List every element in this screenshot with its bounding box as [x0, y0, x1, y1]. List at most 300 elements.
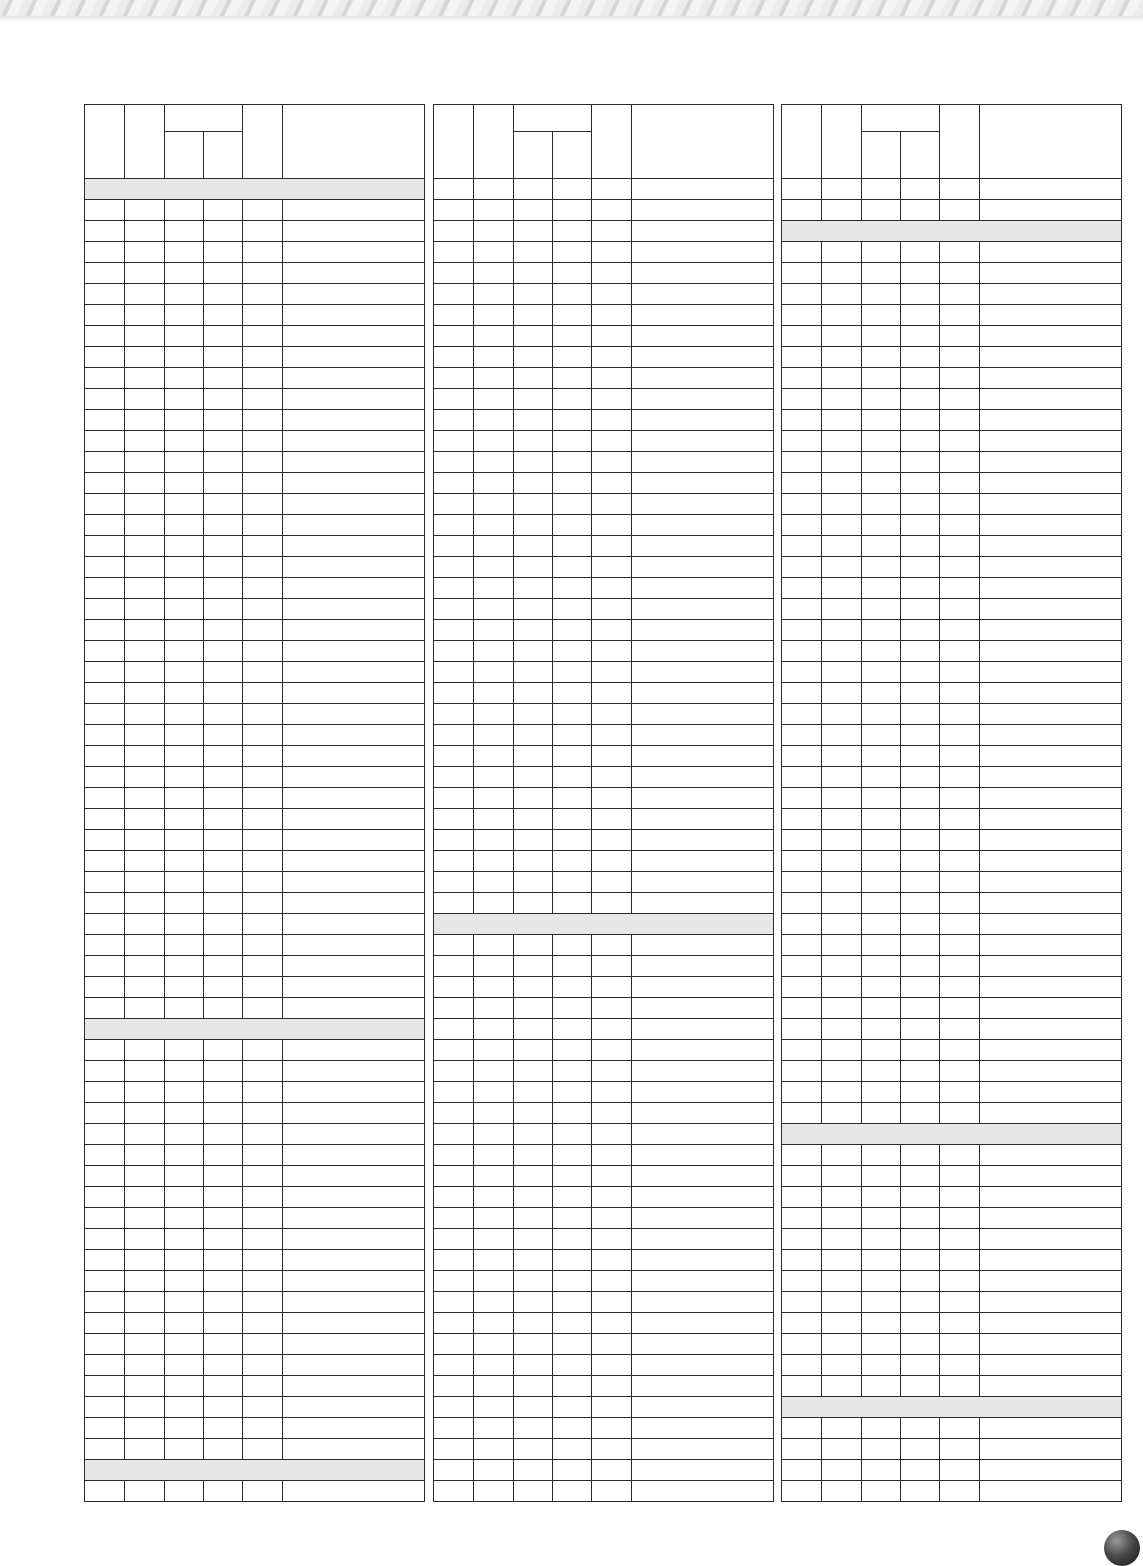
table-cell — [632, 977, 774, 998]
table-cell — [283, 704, 425, 725]
table-cell — [901, 557, 940, 578]
table-cell — [940, 1040, 980, 1061]
table-cell — [632, 452, 774, 473]
table-cell — [125, 557, 165, 578]
table-row — [434, 326, 774, 347]
table-cell — [85, 1040, 125, 1061]
table-cell — [553, 221, 592, 242]
table-cell — [553, 536, 592, 557]
table-cell — [901, 830, 940, 851]
table-cell — [980, 704, 1122, 725]
table-cell — [165, 200, 204, 221]
table-row — [782, 452, 1122, 473]
table-cell — [243, 662, 283, 683]
table-cell — [514, 893, 553, 914]
table-cell — [553, 1187, 592, 1208]
table-cell — [782, 725, 822, 746]
table-cell — [592, 1271, 632, 1292]
table-cell — [125, 746, 165, 767]
table-cell — [592, 683, 632, 704]
table-cell — [980, 683, 1122, 704]
table-cell — [85, 998, 125, 1019]
header-voice-no — [782, 105, 822, 179]
table-cell — [901, 1292, 940, 1313]
table-cell — [940, 1439, 980, 1460]
table-cell — [125, 452, 165, 473]
table-cell — [243, 830, 283, 851]
table-cell — [901, 1019, 940, 1040]
header-lsb — [592, 105, 632, 179]
table-cell — [901, 1334, 940, 1355]
table-cell — [283, 1145, 425, 1166]
table-cell — [632, 935, 774, 956]
table-row — [85, 998, 425, 1019]
table-cell — [980, 1334, 1122, 1355]
table-cell — [822, 725, 862, 746]
table-cell — [901, 242, 940, 263]
table-cell — [434, 1397, 474, 1418]
table-cell — [474, 1439, 514, 1460]
table-row — [434, 494, 774, 515]
table-cell — [243, 620, 283, 641]
table-cell — [434, 1439, 474, 1460]
table-cell — [204, 1334, 243, 1355]
table-row — [434, 620, 774, 641]
table-cell — [204, 914, 243, 935]
table-cell — [980, 1061, 1122, 1082]
table-cell — [283, 746, 425, 767]
table-cell — [434, 935, 474, 956]
table-cell — [980, 1019, 1122, 1040]
table-cell — [553, 1271, 592, 1292]
table-cell — [782, 515, 822, 536]
table-cell — [474, 242, 514, 263]
table-cell — [822, 872, 862, 893]
table-row — [85, 305, 425, 326]
table-row — [434, 662, 774, 683]
table-cell — [474, 1397, 514, 1418]
table-cell — [901, 494, 940, 515]
table-cell — [632, 1460, 774, 1481]
table-cell — [434, 1313, 474, 1334]
table-cell — [862, 977, 901, 998]
table-cell — [592, 347, 632, 368]
table-cell — [125, 914, 165, 935]
table-cell — [474, 935, 514, 956]
table-cell — [901, 1355, 940, 1376]
table-cell — [85, 620, 125, 641]
table-cell — [125, 704, 165, 725]
table-cell — [862, 452, 901, 473]
table-cell — [514, 305, 553, 326]
table-row — [85, 683, 425, 704]
table-cell — [204, 893, 243, 914]
table-cell — [243, 1061, 283, 1082]
table-cell — [474, 1292, 514, 1313]
table-cell — [782, 1187, 822, 1208]
table-row — [85, 515, 425, 536]
table-row — [434, 1439, 774, 1460]
table-cell — [592, 536, 632, 557]
table-cell — [782, 494, 822, 515]
table-cell — [434, 1334, 474, 1355]
table-cell — [474, 536, 514, 557]
table-cell — [553, 1103, 592, 1124]
table-cell — [85, 872, 125, 893]
table-cell — [434, 347, 474, 368]
table-cell — [940, 578, 980, 599]
table-row — [434, 1145, 774, 1166]
table-cell — [204, 851, 243, 872]
table-cell — [204, 1418, 243, 1439]
table-cell — [553, 284, 592, 305]
table-cell — [85, 662, 125, 683]
table-cell — [125, 389, 165, 410]
table-cell — [165, 263, 204, 284]
table-cell — [434, 515, 474, 536]
table-cell — [243, 1040, 283, 1061]
table-cell — [980, 872, 1122, 893]
table-cell — [165, 557, 204, 578]
table-cell — [165, 221, 204, 242]
table-cell — [514, 872, 553, 893]
table-cell — [632, 746, 774, 767]
table-cell — [632, 1187, 774, 1208]
table-cell — [283, 977, 425, 998]
table-cell — [862, 1145, 901, 1166]
table-cell — [474, 620, 514, 641]
table-cell — [940, 872, 980, 893]
table-cell — [243, 452, 283, 473]
table-cell — [514, 662, 553, 683]
table-cell — [632, 683, 774, 704]
table-cell — [632, 557, 774, 578]
table-cell — [474, 704, 514, 725]
table-cell — [592, 326, 632, 347]
table-cell — [901, 452, 940, 473]
table-row — [85, 326, 425, 347]
table-row — [782, 263, 1122, 284]
table-cell — [204, 767, 243, 788]
table-cell — [553, 515, 592, 536]
table-cell — [901, 1460, 940, 1481]
table-cell — [243, 1418, 283, 1439]
table-cell — [125, 326, 165, 347]
table-cell — [632, 578, 774, 599]
table-cell — [901, 977, 940, 998]
table-row — [85, 221, 425, 242]
table-row — [782, 1418, 1122, 1439]
table-cell — [980, 1460, 1122, 1481]
table-cell — [980, 515, 1122, 536]
table-cell — [243, 956, 283, 977]
header-program-change — [862, 105, 940, 132]
table-cell — [980, 599, 1122, 620]
table-cell — [85, 1229, 125, 1250]
table-cell — [514, 1460, 553, 1481]
table-cell — [980, 347, 1122, 368]
table-cell — [940, 1166, 980, 1187]
table-row — [434, 263, 774, 284]
category-row — [85, 1019, 425, 1040]
table-cell — [782, 914, 822, 935]
table-row — [85, 431, 425, 452]
table-cell — [514, 977, 553, 998]
table-cell — [474, 977, 514, 998]
table-cell — [434, 1229, 474, 1250]
table-cell — [85, 914, 125, 935]
table-cell — [243, 998, 283, 1019]
table-row — [434, 956, 774, 977]
table-cell — [822, 998, 862, 1019]
table-cell — [940, 1334, 980, 1355]
table-cell — [632, 1250, 774, 1271]
table-row — [782, 1376, 1122, 1397]
table-cell — [553, 956, 592, 977]
table-cell — [632, 1334, 774, 1355]
table-cell — [822, 1439, 862, 1460]
table-cell — [514, 1313, 553, 1334]
table-cell — [862, 536, 901, 557]
table-row — [782, 977, 1122, 998]
table-cell — [283, 305, 425, 326]
table-cell — [474, 683, 514, 704]
table-row — [782, 620, 1122, 641]
table-row — [85, 557, 425, 578]
table-cell — [940, 788, 980, 809]
table-row — [434, 410, 774, 431]
table-cell — [862, 725, 901, 746]
table-cell — [434, 872, 474, 893]
table-cell — [204, 284, 243, 305]
table-row — [434, 851, 774, 872]
table-cell — [980, 431, 1122, 452]
table-cell — [165, 935, 204, 956]
table-cell — [901, 410, 940, 431]
table-cell — [165, 536, 204, 557]
table-cell — [283, 788, 425, 809]
table-cell — [125, 1292, 165, 1313]
table-cell — [862, 1481, 901, 1502]
table-cell — [592, 1460, 632, 1481]
table-cell — [474, 557, 514, 578]
header-program-change-1 — [514, 132, 553, 179]
table-cell — [862, 305, 901, 326]
table-cell — [980, 1292, 1122, 1313]
table-cell — [782, 1355, 822, 1376]
table-row — [434, 179, 774, 200]
table-cell — [782, 935, 822, 956]
table-cell — [204, 305, 243, 326]
table-cell — [514, 494, 553, 515]
table-cell — [165, 1397, 204, 1418]
table-cell — [901, 305, 940, 326]
table-cell — [940, 389, 980, 410]
table-cell — [632, 956, 774, 977]
table-cell — [553, 788, 592, 809]
table-cell — [592, 452, 632, 473]
table-cell — [85, 1439, 125, 1460]
table-cell — [632, 725, 774, 746]
table-row — [85, 452, 425, 473]
table-cell — [514, 1481, 553, 1502]
table-cell — [940, 893, 980, 914]
table-cell — [980, 935, 1122, 956]
table-cell — [862, 1439, 901, 1460]
table-cell — [632, 809, 774, 830]
table-cell — [822, 1355, 862, 1376]
table-cell — [474, 578, 514, 599]
table-cell — [940, 305, 980, 326]
table-cell — [862, 326, 901, 347]
table-cell — [434, 410, 474, 431]
table-row — [85, 872, 425, 893]
table-cell — [434, 1103, 474, 1124]
table-cell — [782, 788, 822, 809]
table-cell — [901, 326, 940, 347]
table-cell — [474, 956, 514, 977]
table-cell — [862, 872, 901, 893]
table-cell — [165, 1376, 204, 1397]
table-cell — [283, 494, 425, 515]
table-cell — [822, 914, 862, 935]
table-row — [434, 788, 774, 809]
table-row — [782, 662, 1122, 683]
table-row — [434, 1271, 774, 1292]
table-row — [85, 746, 425, 767]
table-cell — [980, 662, 1122, 683]
table-cell — [434, 221, 474, 242]
table-cell — [243, 1187, 283, 1208]
table-cell — [243, 788, 283, 809]
header-program-change — [165, 105, 243, 132]
table-cell — [901, 263, 940, 284]
table-row — [782, 725, 1122, 746]
table-cell — [434, 1208, 474, 1229]
table-cell — [862, 557, 901, 578]
table-cell — [632, 851, 774, 872]
table-cell — [514, 620, 553, 641]
table-cell — [980, 263, 1122, 284]
table-cell — [782, 1061, 822, 1082]
table-cell — [980, 368, 1122, 389]
table-cell — [901, 1187, 940, 1208]
table-cell — [125, 536, 165, 557]
table-row — [85, 1103, 425, 1124]
table-row — [434, 305, 774, 326]
table-cell — [862, 578, 901, 599]
table-cell — [632, 1040, 774, 1061]
table-cell — [862, 767, 901, 788]
category-label — [782, 1397, 1122, 1418]
table-cell — [822, 452, 862, 473]
table-cell — [940, 473, 980, 494]
table-cell — [940, 1208, 980, 1229]
table-cell — [901, 1229, 940, 1250]
table-cell — [980, 494, 1122, 515]
table-cell — [165, 641, 204, 662]
table-cell — [125, 683, 165, 704]
table-cell — [782, 1292, 822, 1313]
table-cell — [980, 473, 1122, 494]
table-cell — [165, 326, 204, 347]
table-cell — [822, 515, 862, 536]
table-cell — [980, 389, 1122, 410]
table-row — [85, 599, 425, 620]
table-cell — [782, 263, 822, 284]
table-cell — [204, 221, 243, 242]
table-cell — [165, 389, 204, 410]
table-row — [782, 1355, 1122, 1376]
table-cell — [862, 914, 901, 935]
table-row — [85, 1208, 425, 1229]
table-cell — [204, 578, 243, 599]
table-cell — [940, 179, 980, 200]
table-cell — [862, 515, 901, 536]
table-cell — [553, 935, 592, 956]
table-row — [782, 893, 1122, 914]
table-row — [434, 1313, 774, 1334]
table-cell — [592, 977, 632, 998]
table-cell — [474, 179, 514, 200]
table-cell — [980, 641, 1122, 662]
table-cell — [632, 1103, 774, 1124]
table-cell — [940, 1187, 980, 1208]
table-cell — [514, 830, 553, 851]
table-cell — [204, 1271, 243, 1292]
table-cell — [283, 914, 425, 935]
table-cell — [782, 977, 822, 998]
table-cell — [782, 1208, 822, 1229]
table-cell — [940, 1019, 980, 1040]
table-cell — [632, 305, 774, 326]
table-cell — [553, 1145, 592, 1166]
table-row — [434, 1229, 774, 1250]
table-row — [85, 284, 425, 305]
table-cell — [782, 1418, 822, 1439]
table-cell — [901, 872, 940, 893]
table-cell — [782, 452, 822, 473]
table-row — [782, 1187, 1122, 1208]
table-cell — [862, 473, 901, 494]
table-cell — [553, 767, 592, 788]
table-cell — [514, 1019, 553, 1040]
table-cell — [782, 998, 822, 1019]
table-row — [85, 767, 425, 788]
table-cell — [243, 389, 283, 410]
table-cell — [85, 1313, 125, 1334]
table-cell — [434, 1187, 474, 1208]
table-cell — [85, 452, 125, 473]
page-number-dot — [1104, 1530, 1140, 1566]
table-cell — [85, 1292, 125, 1313]
table-cell — [980, 1082, 1122, 1103]
table-cell — [822, 1229, 862, 1250]
table-cell — [862, 1187, 901, 1208]
table-row — [85, 1145, 425, 1166]
table-cell — [980, 1229, 1122, 1250]
table-cell — [632, 662, 774, 683]
table-cell — [243, 431, 283, 452]
table-cell — [553, 557, 592, 578]
table-cell — [474, 1103, 514, 1124]
table-cell — [980, 179, 1122, 200]
table-cell — [782, 1376, 822, 1397]
table-cell — [125, 830, 165, 851]
table-cell — [901, 788, 940, 809]
table-cell — [862, 620, 901, 641]
table-cell — [782, 1271, 822, 1292]
